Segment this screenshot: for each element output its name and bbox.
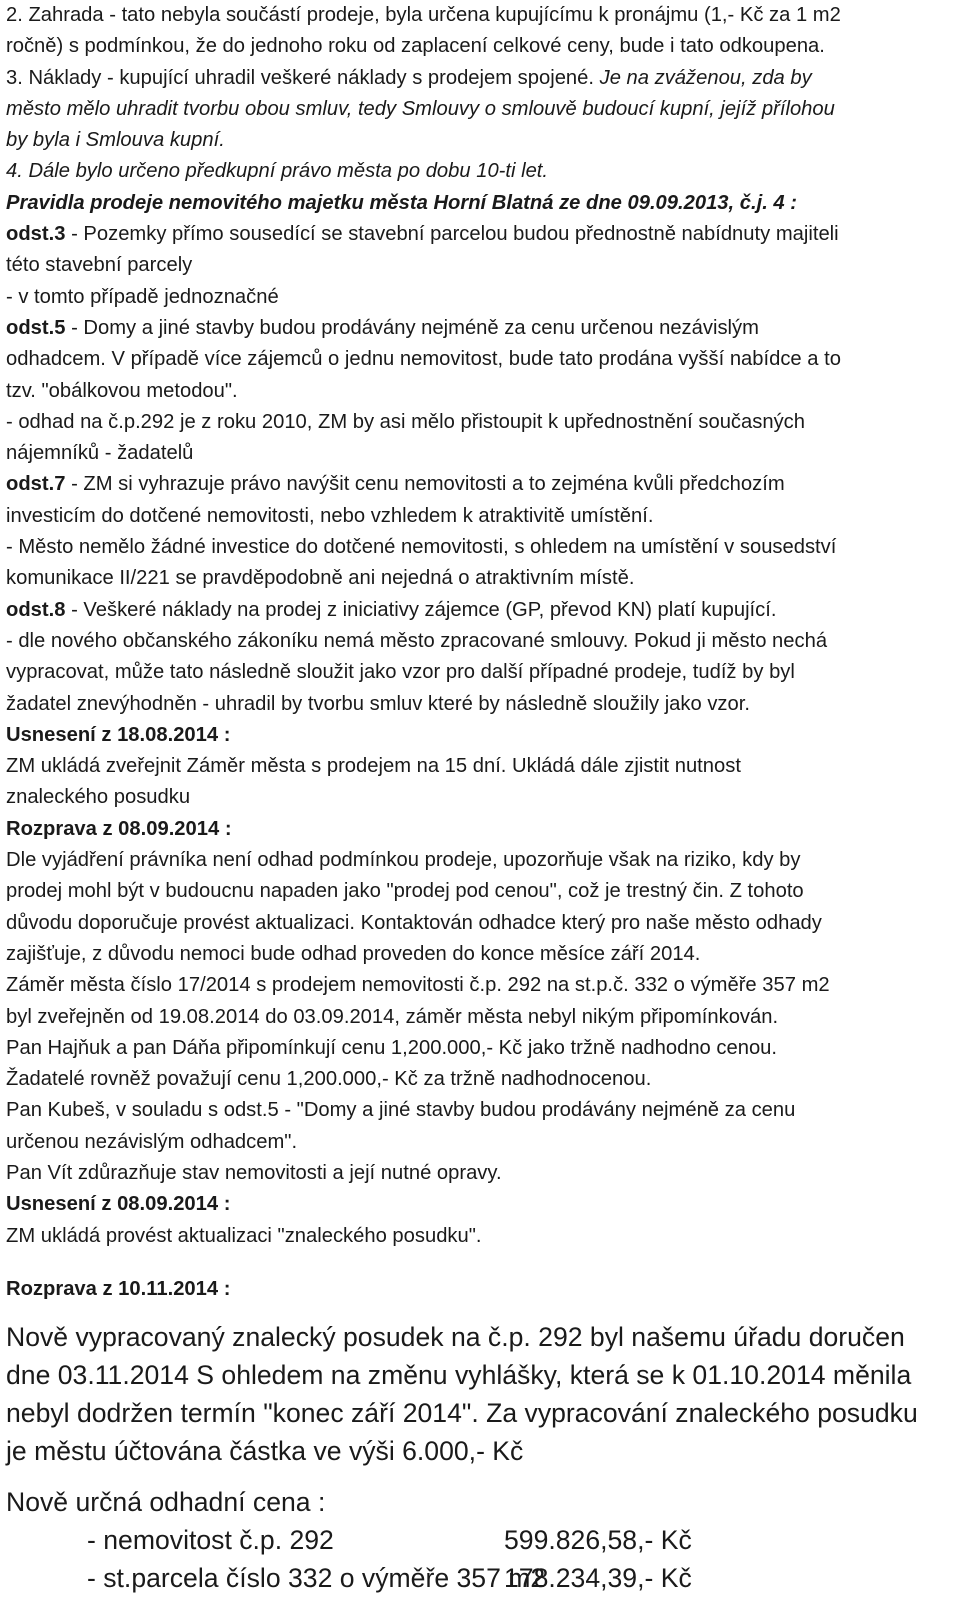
rozprava-08-09-line-2: prodej mohl být v budoucnu napaden jako "prodej pod cenou", což je trestný čin. Z tohoto: [6, 880, 804, 903]
usneseni-18-08-heading: Usnesení z 18.08.2014 :: [6, 723, 231, 746]
odst-7-line-2: investicím do dotčené nemovitosti, nebo vzhledem k atraktivitě umístění.: [6, 504, 654, 527]
rozprava-10-11-line-2: dne 03.11.2014 S ohledem na změnu vyhlášky, která se k 01.10.2014 měnila: [6, 1359, 912, 1390]
rozprava-10-11-heading: Rozprava z 10.11.2014 :: [6, 1277, 231, 1300]
odst-5-line-5: nájemníků - žadatelů: [6, 442, 194, 465]
odst-5-line-2: odhadcem. V případě více zájemců o jednu nemovitost, bude tato prodána vyšší nabídce a to: [6, 348, 841, 371]
rozprava-08-09-line-3: důvodu doporučuje provést aktualizaci. Kontaktován odhadce který pro naše město odhady: [6, 911, 822, 934]
odst-8-text: - Veškeré náklady na prodej z iniciativy zájemce (GP, převod KN) platí kupující.: [65, 598, 777, 621]
item-4-text: 4. Dále bylo určeno předkupní právo města po dobu 10-ti let.: [6, 160, 549, 183]
valuation-section: [6, 1484, 956, 1597]
odst-7-number: 7: [54, 473, 66, 496]
rozprava-08-09-line-10: určenou nezávislým odhadcem".: [6, 1130, 298, 1153]
odst-5-number: 5: [54, 316, 66, 339]
odst-5-line-4: - odhad na č.p.292 je z roku 2010, ZM by asi mělo přistoupit k upřednostnění současných: [6, 410, 805, 433]
valuation-row-label: - nemovitost č.p. 292: [87, 1525, 334, 1556]
rozprava-08-09-line-11: Pan Vít zdůrazňuje stav nemovitosti a její nutné opravy.: [6, 1161, 502, 1184]
rozprava-08-09-line-1: Dle vyjádření právníka není odhad podmínkou prodeje, upozorňuje však na riziko, kdy by: [6, 849, 801, 872]
spacer: [6, 1470, 956, 1484]
rozprava-10-11-line-4: je městu účtována částka ve výši 6.000,- Kč: [6, 1435, 524, 1466]
item-3-text: 3. Náklady - kupující uhradil veškeré náklady s prodejem spojené.: [6, 66, 594, 89]
usneseni-08-09-heading: Usnesení z 08.09.2014 :: [6, 1193, 231, 1216]
valuation-heading: Nově určná odhadní cena :: [6, 1487, 326, 1518]
rozprava-08-09-line-6: byl zveřejněn od 19.08.2014 do 03.09.2014, záměr města nebyl nikým připomínkován.: [6, 1005, 779, 1028]
odst-3-line-3: - v tomto případě jednoznačné: [6, 285, 279, 308]
odst-8-number: 8: [54, 598, 66, 621]
usneseni-18-08-line-1: ZM ukládá zveřejnit Záměr města s prodejem na 15 dní. Ukládá dále zjistit nutnost: [6, 755, 741, 778]
odst-8-line-2: - dle nového občanského zákoníku nemá město zpracované smlouvy. Pokud ji město nechá: [6, 629, 828, 652]
rozprava-08-09-line-5: Záměr města číslo 17/2014 s prodejem nemovitosti č.p. 292 na st.p.č. 332 o výměře 357 m2: [6, 974, 830, 997]
item-3: [6, 63, 956, 157]
rozprava-08-09-line-9: Pan Kubeš, v souladu s odst.5 - "Domy a jiné stavby budou prodávány nejméně za cenu: [6, 1099, 796, 1122]
odst-8: [6, 595, 956, 720]
spacer: [6, 1252, 956, 1274]
rozprava-08-09-line-8: Žadatelé rovněž považují cenu 1,200.000,- Kč za tržně nadhodnocenou.: [6, 1068, 652, 1091]
rozprava-10-11-line-3: nebyl dodržen termín "konec září 2014". Za vypracování znaleckého posudku: [6, 1397, 918, 1428]
usneseni-08-09: [6, 1189, 956, 1252]
odst-8-line-4: žadatel znevýhodněn - uhradil by tvorbu smluv které by následně sloužily jako vzor.: [6, 692, 750, 715]
valuation-row-value: 178.234,39,- Kč: [504, 1562, 692, 1593]
odst-8-line-3: vypracovat, může tato následně sloužit jako vzor pro další případné prodeje, tudíž by byl: [6, 661, 795, 684]
item-3-note-line-3: by byla i Smlouva kupní.: [6, 129, 225, 152]
rozprava-08-09: [6, 814, 956, 1190]
rozprava-08-09-line-4: zajišťuje, z důvodu nemoci bude odhad proveden do konce měsíce září 2014.: [6, 942, 701, 965]
rozprava-10-11-line-1: Nově vypracovaný znalecký posudek na č.p. 292 byl našemu úřadu doručen: [6, 1322, 905, 1353]
odst-3-number: 3: [54, 223, 66, 246]
odst-8-label: odst.: [6, 598, 55, 621]
odst-7-line-4: komunikace II/221 se pravděpodobně ani nejedná o atraktivním místě.: [6, 567, 635, 590]
valuation-row: [6, 1522, 956, 1560]
odst-5-label: odst.: [6, 316, 55, 339]
odst-5-line-3: tzv. "obálkovou metodou".: [6, 379, 238, 402]
odst-7-text: - ZM si vyhrazuje právo navýšit cenu nemovitosti a to zejména kvůli předchozím: [65, 473, 785, 496]
rozprava-08-09-line-7: Pan Hajňuk a pan Dáňa připomínkují cenu 1,200.000,- Kč jako tržně nadhodno cenou.: [6, 1036, 778, 1059]
rules-heading: Pravidla prodeje nemovitého majetku města Horní Blatná ze dne 09.09.2013, č.j. 4 :: [6, 191, 797, 214]
rules-section: [6, 188, 956, 313]
usneseni-18-08-line-2: znaleckého posudku: [6, 786, 191, 809]
spacer: [6, 1305, 956, 1319]
item-2-line-2: ročně) s podmínkou, že do jednoho roku od zaplacení celkové ceny, bude i tato odkoupena.: [6, 35, 825, 58]
odst-3-line-2: této stavební parcely: [6, 254, 193, 277]
rozprava-10-11: [6, 1274, 956, 1470]
rozprava-08-09-heading: Rozprava z 08.09.2014 :: [6, 817, 232, 840]
valuation-row-value: 599.826,58,- Kč: [504, 1525, 692, 1556]
usneseni-18-08: [6, 720, 956, 814]
valuation-row-label: - st.parcela číslo 332 o výměře 357 m2: [87, 1562, 546, 1593]
odst-5-text: - Domy a jiné stavby budou prodávány nejméně za cenu určenou nezávislým: [65, 316, 759, 339]
document-page: [6, 0, 956, 1598]
item-2-line-1: 2. Zahrada - tato nebyla součástí prodeje, byla určena kupujícímu k pronájmu (1,- Kč za 1 m2: [6, 4, 841, 26]
odst-5: [6, 313, 956, 469]
odst-7-line-3: - Město nemělo žádné investice do dotčené nemovitosti, s ohledem na umístění v sousedství: [6, 536, 837, 559]
odst-3-label: odst.: [6, 223, 55, 246]
usneseni-08-09-line-1: ZM ukládá provést aktualizaci "znaleckého posudku".: [6, 1224, 482, 1247]
valuation-row: [6, 1560, 956, 1598]
odst-3-text: - Pozemky přímo sousedící se stavební parcelou budou přednostně nabídnuty majiteli: [65, 223, 839, 246]
odst-7: [6, 469, 956, 594]
item-2: [6, 0, 956, 63]
odst-7-label: odst.: [6, 473, 55, 496]
item-4: [6, 156, 956, 187]
item-3-note: Je na zváženou, zda by: [594, 66, 812, 89]
item-3-note-line-2: město mělo uhradit tvorbu obou smluv, tedy Smlouvy o smlouvě budoucí kupní, jejíž přílohou: [6, 97, 835, 120]
